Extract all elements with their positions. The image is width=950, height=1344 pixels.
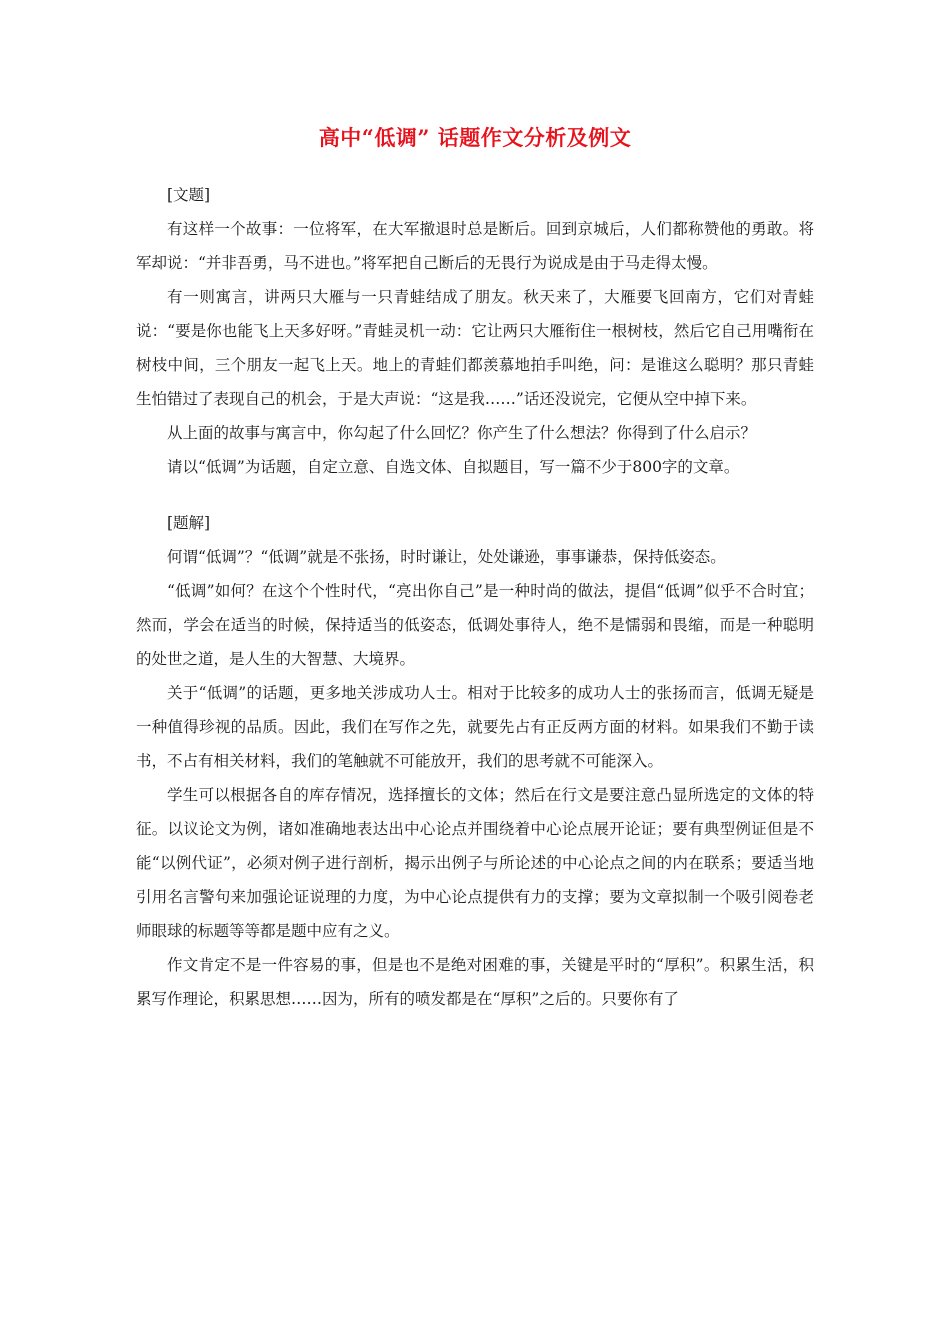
paragraph: 何谓“低调”？“低调”就是不张扬，时时谦让，处处谦逊，事事谦恭，保持低姿态。 [167, 548, 726, 566]
paragraph: 从上面的故事与寓言中，你勾起了什么回忆？你产生了什么想法？你得到了什么启示？ [167, 424, 757, 442]
paragraph: 有这样一个故事：一位将军，在大军撤退时总是断后。回到京城后，人们都称赞他的勇敢。将军却说：“并非吾勇，马不进也。”将军把自己断后的无畏行为说成是由于马走得太慢。 [136, 220, 814, 272]
section-label-prompt: [文题] [167, 186, 211, 204]
section-label-analysis: [题解] [167, 514, 211, 532]
document-body [136, 178, 814, 1016]
paragraph: “低调”如何？在这个个性时代，“亮出你自己”是一种时尚的做法，提倡“低调”似乎不合时宜；然而，学会在适当的时候，保持适当的低姿态，低调处事待人，绝不是懦弱和畏缩，而是一种聪明的处世之道，是人生的大智慧、大境界。 [136, 582, 814, 668]
paragraph: 有一则寓言，讲两只大雁与一只青蛙结成了朋友。秋天来了，大雁要飞回南方，它们对青蛙说：“要是你也能飞上天多好呀。”青蛙灵机一动：它让两只大雁衔住一根树枝，然后它自己用嘴衔在树枝中间，三个朋友一起飞上天。地上的青蛙们都羡慕地拍手叫绝，问：是谁这么聪明？那只青蛙生怕错过了表现自己的机会，于是大声说：“这是我……”话还没说完，它便从空中掉下来。 [136, 288, 814, 408]
section-gap [136, 484, 814, 506]
document-title: 高中“低调” 话题作文分析及例文 [318, 125, 632, 150]
paragraph: 关于“低调”的话题，更多地关涉成功人士。相对于比较多的成功人士的张扬而言，低调无疑是一种值得珍视的品质。因此，我们在写作之先，就要先占有正反两方面的材料。如果我们不勤于读书，不占有相关材料，我们的笔触就不可能放开，我们的思考就不可能深入。 [136, 684, 814, 770]
paragraph: 学生可以根据各自的库存情况，选择擅长的文体；然后在行文是要注意凸显所选定的文体的特征。以议论文为例，诸如准确地表达出中心论点并围绕着中心论点展开论证；要有典型例证但是不能“以例代证”，必须对例子进行剖析，揭示出例子与所论述的中心论点之间的内在联系；要适当地引用名言警句来加强论证说理的力度，为中心论点提供有力的支撑；要为文章拟制一个吸引阅卷老师眼球的标题等等都是题中应有之义。 [136, 786, 814, 940]
paragraph: 作文肯定不是一件容易的事，但是也不是绝对困难的事，关键是平时的“厚积”。积累生活，积累写作理论，积累思想……因为，所有的喷发都是在“厚积”之后的。只要你有了 [136, 956, 814, 1008]
paragraph: 请以“低调”为话题，自定立意、自选文体、自拟题目，写一篇不少于800字的文章。 [167, 458, 740, 476]
